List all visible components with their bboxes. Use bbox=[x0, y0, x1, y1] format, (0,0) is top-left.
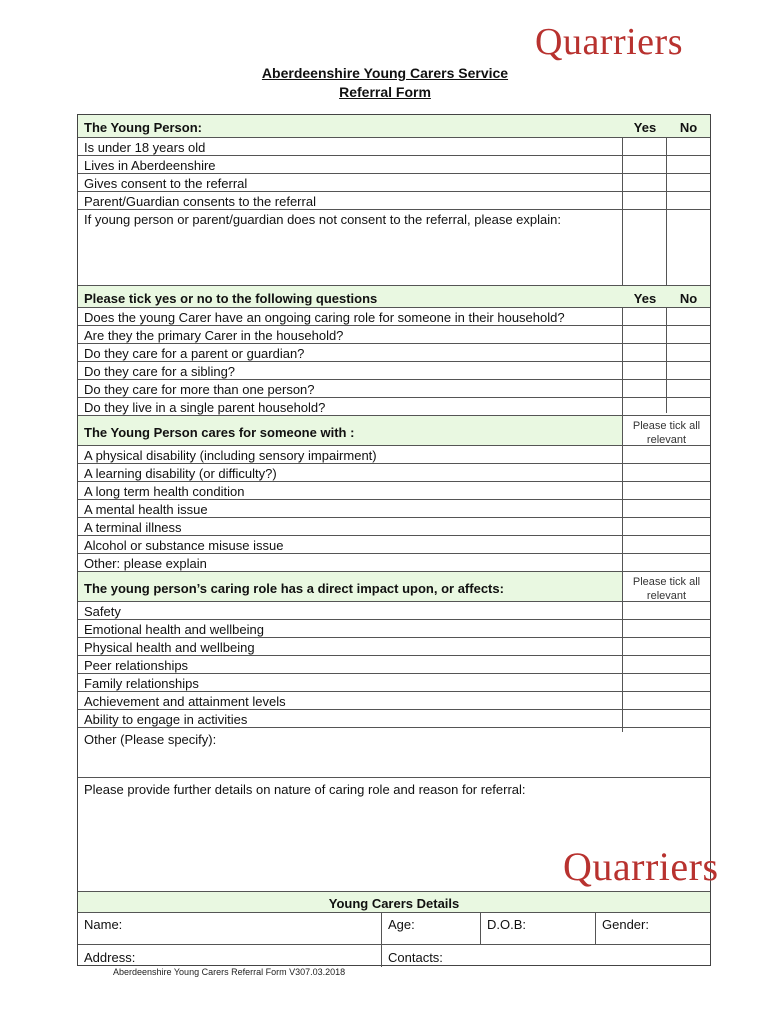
section1-yes-label: Yes bbox=[633, 120, 657, 135]
section4-heading: The young person’s caring role has a direct impact upon, or affects: bbox=[84, 581, 504, 596]
section4-row-label: Family relationships bbox=[84, 676, 199, 691]
section3-row bbox=[78, 535, 710, 553]
section2-row-label: Do they care for a parent or guardian? bbox=[84, 346, 305, 361]
age-label: Age: bbox=[388, 917, 415, 932]
section4-row-label: Achievement and attainment levels bbox=[84, 694, 286, 709]
section2-row bbox=[78, 325, 710, 343]
footer-version: Aberdeenshire Young Carers Referral Form V307.03.2018 bbox=[113, 967, 346, 977]
section3-row bbox=[78, 463, 710, 481]
young-carers-row-2 bbox=[78, 944, 710, 966]
section4-tick-note: Please tick all relevant bbox=[632, 576, 701, 602]
section1-row bbox=[78, 173, 710, 191]
section1-no-label: No bbox=[679, 120, 698, 135]
form-subtitle: Referral Form bbox=[339, 84, 431, 100]
section3-row bbox=[78, 553, 710, 571]
section2-heading: Please tick yes or no to the following questions bbox=[84, 291, 378, 306]
other-specify-row[interactable] bbox=[78, 727, 710, 777]
section1-row-label: Is under 18 years old bbox=[84, 140, 206, 155]
section2-row-label: Do they care for more than one person? bbox=[84, 382, 315, 397]
section2-row-label: Do they live in a single parent household? bbox=[84, 400, 326, 415]
name-label: Name: bbox=[84, 917, 123, 932]
section2-row-label: Does the young Carer have an ongoing caring role for someone in their household? bbox=[84, 310, 565, 325]
consent-explain-label: If young person or parent/guardian does not consent to the referral, please explain: bbox=[84, 212, 561, 227]
section3-row-label: Other: please explain bbox=[84, 556, 207, 571]
section2-header bbox=[78, 285, 710, 307]
section4-row bbox=[78, 619, 710, 637]
section1-row bbox=[78, 155, 710, 173]
section3-row-label: A learning disability (or difficulty?) bbox=[84, 466, 277, 481]
young-carers-heading: Young Carers Details bbox=[328, 896, 460, 911]
section3-row bbox=[78, 517, 710, 535]
section3-row-label: Alcohol or substance misuse issue bbox=[84, 538, 284, 553]
section1-heading: The Young Person: bbox=[84, 120, 202, 135]
contacts-label: Contacts: bbox=[388, 950, 443, 965]
dob-label: D.O.B: bbox=[487, 917, 527, 932]
section4-row bbox=[78, 673, 710, 691]
section2-row-label: Do they care for a sibling? bbox=[84, 364, 236, 379]
gender-label: Gender: bbox=[602, 917, 649, 932]
section1-row bbox=[78, 191, 710, 209]
section2-row bbox=[78, 361, 710, 379]
young-carers-header bbox=[78, 891, 710, 912]
section3-row bbox=[78, 499, 710, 517]
section4-row bbox=[78, 691, 710, 709]
young-carers-row-1 bbox=[78, 912, 710, 944]
section2-row-label: Are they the primary Carer in the household? bbox=[84, 328, 344, 343]
further-details-label: Please provide further details on nature of caring role and reason for referral: bbox=[84, 782, 526, 797]
section3-heading: The Young Person cares for someone with : bbox=[84, 425, 355, 440]
form-title: Aberdeenshire Young Carers Service bbox=[261, 65, 509, 81]
section2-yes-label: Yes bbox=[633, 291, 657, 306]
section1-row-label: Lives in Aberdeenshire bbox=[84, 158, 216, 173]
section1-row-label: Parent/Guardian consents to the referral bbox=[84, 194, 316, 209]
section4-row-label: Emotional health and wellbeing bbox=[84, 622, 264, 637]
section4-row bbox=[78, 637, 710, 655]
section3-header bbox=[78, 415, 710, 445]
quarriers-logo-top: Quarriers bbox=[535, 21, 683, 63]
section3-row bbox=[78, 481, 710, 499]
section4-row bbox=[78, 601, 710, 619]
referral-form-table bbox=[77, 114, 711, 966]
section4-row-label: Ability to engage in activities bbox=[84, 712, 248, 727]
section4-row bbox=[78, 655, 710, 673]
other-specify-label: Other (Please specify): bbox=[84, 732, 217, 747]
section2-row bbox=[78, 343, 710, 361]
section2-row bbox=[78, 397, 710, 415]
section2-row bbox=[78, 307, 710, 325]
section1-header bbox=[78, 115, 710, 137]
section1-explain-row[interactable] bbox=[78, 209, 710, 285]
section3-row-label: A physical disability (including sensory impairment) bbox=[84, 448, 377, 463]
address-label: Address: bbox=[84, 950, 136, 965]
quarriers-logo-bottom: Quarriers bbox=[563, 844, 719, 889]
section3-row bbox=[78, 445, 710, 463]
section3-tick-note: Please tick all relevant bbox=[632, 420, 701, 446]
section3-row-label: A long term health condition bbox=[84, 484, 245, 499]
section4-row-label: Peer relationships bbox=[84, 658, 189, 673]
section3-row-label: A terminal illness bbox=[84, 520, 182, 535]
section4-row-label: Safety bbox=[84, 604, 121, 619]
section2-row bbox=[78, 379, 710, 397]
section4-row bbox=[78, 709, 710, 727]
section1-row bbox=[78, 137, 710, 155]
section1-row-label: Gives consent to the referral bbox=[84, 176, 248, 191]
section3-row-label: A mental health issue bbox=[84, 502, 208, 517]
section4-header bbox=[78, 571, 710, 601]
section4-row-label: Physical health and wellbeing bbox=[84, 640, 255, 655]
section2-no-label: No bbox=[679, 291, 698, 306]
